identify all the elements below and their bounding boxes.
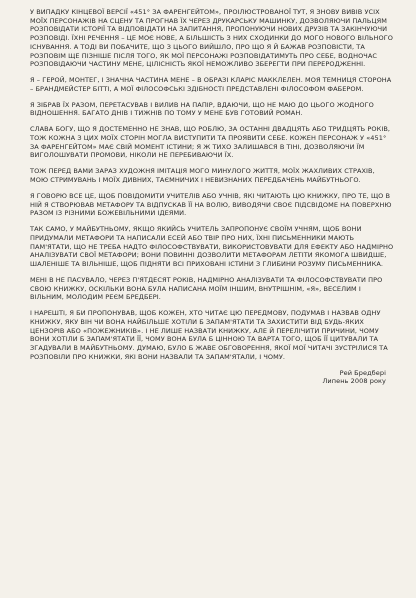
paragraph-8: МЕНІ В НЕ ПАСУВАЛО, ЧЕРЕЗ П'ЯТДЕСЯТ РОКІВ, НАДМІРНО АНАЛІЗУВАТИ ТА ФІЛОСОФСТВУВАТИ ПРО СВОЮ КНИЖКУ, ОСКІЛЬКИ ВОНА БУЛА НАПИСАНА МОЇМ ІНШИМ, ВНУТРІШНІМ, «Я», ВЕСЕЛИМ І ВІЛЬНИМ, МОЛОДИМ РЕЄМ БРЕДБЕРІ. [30,275,383,302]
paragraph-5: ТОЖ ПЕРЕД ВАМИ ЗАРАЗ ХУДОЖНЯ ІМІТАЦІЯ МОГО МИНУЛОГО ЖИТТЯ, МОЇХ ЖАХЛИВИХ СТРАХІВ, МОЮ СТРИМУВАНЬ І МОЇХ ДИВНИХ, ТАЄМНИЧИХ І НЕВИЗНАНИХ ПЕРЕДБАЧЕНЬ МАЙБУТНЬОГО. [30,167,375,184]
paragraph-1: У ВИПАДКУ КІНЦЕВОЇ ВЕРСІЇ «451° ЗА ФАРЕНГЕЙТОМ», ПРОІЛЮСТРОВАНОЇ ТУТ, Я ЗНОВУ ВИВІВ УСІХ МОЇХ ПЕРСОНАЖІВ НА СЦЕНУ ТА ПРОГНАВ ЇХ ЧЕРЕЗ ДРУКАРСЬКУ МАШИНКУ, ДОЗВОЛЯЮЧИ ПАЛЬЦЯМ РОЗПОВІДАТИ ІСТОРІЇ ТА ВІДПОВІДАТИ НА ЗАПИТАННЯ, ПРОПОНУЮЧИ НОВИХ ДРУЗІВ ТА ЗАКІНЧУЮЧИ РОЗПОВІДІ. ЇХНІ РЕЧЕННЯ – ЦЕ МОЄ НОВЕ, А БІЛЬШІСТЬ З НИХ СХОДИНКИ ДО МОГО НОВОГО ВІЛЬНОГО ІСНУВАННЯ. А ТОДІ ВИ ПОБАЧИТЕ, ЩО З ЦЬОГО ВИЙШЛО, ПРО ЩО Я Й БАЖАВ РОЗПОВІСТИ, ТА РОЗПОВІМ ЩЕ ПІЗНІШЕ ПІСЛЯ ТОГО, ЯК МОЇ ПЕРСОНАЖІ РОЗПОВІДАТИМУТЬ ПРО СЕБЕ, ВОДНОЧАС РОЗПОВІДАЮЧИ ЧАСТИНУ МЕНЕ, ЦІЛІСНІСТЬ ЯКОЇ НЕМОЖЛИВО ЗБЕРЕГТИ ПРИ ПЕРЕРОДЖЕННІ. [30,8,394,69]
paragraph-3: Я ЗІБРАВ ЇХ РАЗОМ, ПЕРЕТАСУВАВ І ВИЛИВ НА ПАПІР, ВДАЮЧИ, ЩО НЕ МАЮ ДО ЦЬОГО ЖОДНОГО ВІДНОШЕННЯ. БАГАТО ДНІВ І ТИЖНІВ ПО ТОМУ У МЕНЕ БУВ ГОТОВИЙ РОМАН. [30,100,374,118]
signature-block [30,369,386,386]
paragraph-9: І НАРЕШТІ, Я БИ ПРОПОНУВАВ, ЩОБ КОЖЕН, ХТО ЧИТАЄ ЦЮ ПЕРЕДМОВУ, ПОДУМАВ І НАЗВАВ ОДНУ КНИЖКУ, ЯКУ ВІН ЧИ ВОНА НАЙБІЛЬШЕ ХОТІЛИ Б ЗАПАМ'ЯТАТИ ТА ЗАХИСТИТИ ВІД БУДЬ-ЯКИХ ЦЕНЗОРІВ АБО «ПОЖЕЖНИКІВ». І НЕ ЛИШЕ НАЗВАТИ КНИЖКУ, АЛЕ Й ПЕРЕЛІЧИТИ ПРИЧИНИ, ЧОМУ ВОНИ ХОТІЛИ Б ЗАПАМ'ЯТАТИ ЇЇ, ЧОМУ ВОНА БУЛА Б ЦІННОЮ ТА ВАРТА ТОГО, ЩОБ ЇЇ ЦИТУВАЛИ ТА ЗГАДУВАЛИ В МАЙБУТНЬОМУ. ДУМАЮ, БУЛО Б ЖАВЕ ОБГОВОРЕННЯ, ЯКОЇ МОЇ ЧИТАЧІ ЗУСТРІЛИСЯ ТА РОЗПОВІЛИ ПРО КНИЖКИ, ЯКІ ВОНИ НАЗВАЛИ ТА ЗАПАМ'ЯТАЛИ, І ЧОМУ. [30,309,388,361]
paragraph-7: ТАК САМО, У МАЙБУТНЬОМУ, ЯКЩО ЯКИЙСЬ УЧИТЕЛЬ ЗАПРОПОНУЄ СВОЇМ УЧНЯМ, ЩОБ ВОНИ ПРИДУМАЛИ МЕТАФОРИ ТА НАПИСАЛИ ЕСЕЙ АБО ТВІР ПРО НИХ, ЇХНІ ПИСЬМЕННИКИ МАЮТЬ ПАМ'ЯТАТИ, ЩО НЕ ТРЕБА НАДТО ФІЛОСОФСТВУВАТИ, ВИКОРИСТОВУВАТИ ДЛЯ ЕФЕКТУ АБО НАДМІРНО АНАЛІЗУВАТИ СВОЇ МЕТАФОРИ; ВОНИ ПОВИННІ ДОЗВОЛИТИ МЕТАФОРАМ ЛЕТІТИ ЯКОМОГА ШВИДШЕ, ШАЛЕНІШЕ ТА ВІЛЬНІШЕ, ЩОБ ПІДНЯТИ ВСІ ПРИХОВАНІ ІСТИНИ З ГЛИБИНИ РОЗУМУ ПИСЬМЕННИКА. [30,225,394,268]
paragraph-6: Я ГОВОРЮ ВСЕ ЦЕ, ЩОБ ПОВІДОМИТИ УЧИТЕЛІВ АБО УЧНІВ, ЯКІ ЧИТАЮТЬ ЦЮ КНИЖКУ, ПРО ТЕ, ЩО В НІЙ Я СТВОРЮВАВ МЕТАФОРУ ТА ВІДПУСКАВ ЇЇ НА ВОЛЮ, ВИВОДЯЧИ СВОЄ ПІДСВІДОМЕ НА ПОВЕРХНЮ РАЗОМ ІЗ РІЗНИМИ БОЖЕВІЛЬНИМИ ІДЕЯМИ. [30,191,392,218]
paragraph-4: СЛАВА БОГУ, ЩО Я ДОСТЕМЕННО НЕ ЗНАВ, ЩО РОБЛЮ, ЗА ОСТАННІ ДВАДЦЯТЬ АБО ТРИДЦЯТЬ РОКІВ, ТОЖ КОЖНА З ЦИХ МОЇХ СТОРІН МОГЛА ВИСТУПИТИ ТА ПРОЯВИТИ СЕБЕ. КОЖЕН ПЕРСОНАЖ У «451° ЗА ФАРЕНГЕЙТОМ» МАЄ СВІЙ МОМЕНТ ІСТИНИ; Я Ж ТИХО ЗАЛИШАВСЯ В ТІНІ, ДОЗВОЛЯЮЧИ ЇМ ВИГОЛОШУВАТИ ПРОМОВИ, НІКОЛИ НЕ ПЕРЕБИВАЮЧИ ЇХ. [30,125,391,160]
paragraph-2: Я – ГЕРОЙ, МОНТЕГ, І ЗНАЧНА ЧАСТИНА МЕНЕ – В ОБРАЗІ КЛАРІС МАККЛЕЛЕН. МОЯ ТЕМНИЦЯ СТОРОНА – БРАНДМЕЙСТЕР БІТТІ, А МОЇ ФІЛОСОФСЬКІ ЗДІБНОСТІ ПРЕДСТАВЛЕНІ ФІЛОСОФОМ ФАБЕРОМ. [30,76,392,93]
signature-author: Рей Бредбері [339,368,386,377]
signature-date: Липень 2008 року [322,377,386,386]
